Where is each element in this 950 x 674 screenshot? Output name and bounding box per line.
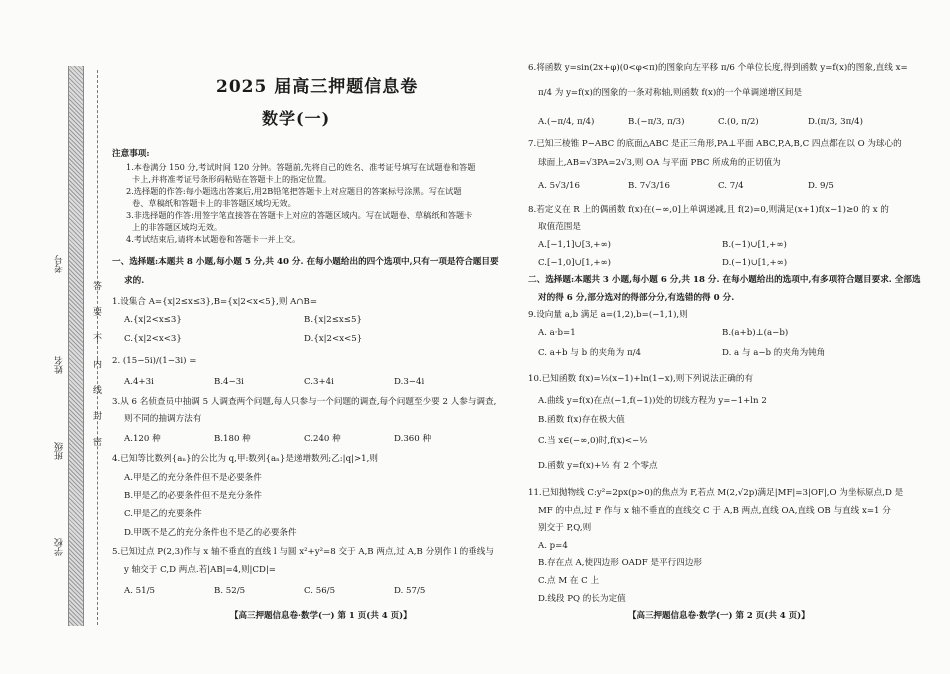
q8-option: C.[−1,0]∪[1,+∞) — [538, 258, 612, 268]
q6-option: A.(−π/4, π/4) — [538, 117, 595, 127]
q7-stem-cont: 球面上,AB=√3PA=2√3,则 OA 与平面 PBC 所成角的正切值为 — [538, 158, 781, 168]
seal-line — [97, 70, 98, 625]
q10-stem: 10.已知函数 f(x)=½(x−1)+ln(1−x),则下列说法正确的有 — [528, 374, 754, 384]
q3-option: D.360 种 — [394, 434, 432, 444]
q1-option: A.{x|2<x≤3} — [124, 315, 182, 325]
exam-title: 2025 届高三押题信息卷 — [216, 77, 419, 97]
q3-option: C.240 种 — [304, 434, 341, 444]
q4-stem: 4.已知等比数列{aₙ}的公比为 q,甲:数列{aₙ}是递增数列;乙:|q|>1,则 — [112, 454, 378, 464]
page-footer-right: 【高三押题信息卷·数学(一) 第 2 页(共 4 页)】 — [628, 611, 810, 621]
notes-heading: 注意事项: — [112, 149, 150, 159]
q4-option: C.甲是乙的充要条件 — [124, 509, 202, 519]
q6-stem: 6.将函数 y=sin(2x+φ)(0<φ<π)的图象向左平移 π/6 个单位长度,得到函数 y=f(x)的图象,直线 x= — [528, 63, 908, 73]
q7-option: D. 9/5 — [808, 181, 834, 191]
q6-stem-cont: π/4 为 y=f(x)的图象的一条对称轴,则函数 f(x)的一个单调递增区间是 — [538, 88, 803, 98]
q11-option: C.点 M 在 C 上 — [538, 576, 600, 586]
q11-stem-cont: 别交于 P,Q,则 — [538, 523, 592, 533]
q11-option: A. p=4 — [538, 541, 568, 551]
q6-option: C.(0, π/2) — [718, 117, 759, 127]
q11-option: D.线段 PQ 的长为定值 — [538, 594, 626, 604]
note-line: 卷、草稿纸和答题卡上的非答题区域均无效。 — [132, 198, 296, 208]
note-line: 4.考试结束后,请将本试题卷和答题卡一并上交。 — [126, 234, 301, 244]
q10-option: D.函数 y=f(x)+½ 有 2 个零点 — [538, 461, 658, 471]
q4-option: D.甲既不是乙的充分条件也不是乙的必要条件 — [124, 528, 297, 538]
section1-heading: 一、选择题:本题共 8 小题,每小题 5 分,共 40 分. 在每小题给出的四个选项中,只有一项是符合题目要 — [112, 257, 499, 267]
binding-strip — [68, 66, 84, 626]
q8-option: A.[−1,1]∪[3,+∞) — [538, 240, 611, 250]
q3-option: A.120 种 — [124, 434, 161, 444]
q6-option: B.(−π/3, π/3) — [628, 117, 685, 127]
q7-option: B. 7√3/16 — [628, 181, 671, 191]
note-line: 上的非答题区域均无效。 — [132, 222, 223, 232]
seal-char: 不 — [91, 333, 101, 342]
q10-option: A.曲线 y=f(x)在点(−1,f(−1))处的切线方程为 y=−1+ln 2 — [538, 396, 767, 406]
q1-option: D.{x|2<x<5} — [304, 334, 363, 344]
q7-option: A. 5√3/16 — [538, 181, 580, 191]
q11-stem: 11.已知抛物线 C:y²=2px(p>0)的焦点为 F,若点 M(2,√2p)满足|MF|=3|OF|,O 为坐标原点,D 是 — [528, 488, 904, 498]
note-line: 卡上,并将准考证号条形码粘贴在答题卡上的指定位置。 — [132, 174, 332, 184]
note-line: 1.本卷满分 150 分,考试时间 120 分钟。答题前,先将自己的姓名、准考证号填写在试题卷和答题 — [126, 162, 476, 172]
q2-option: B.4−3i — [214, 377, 244, 387]
q9-option: D. a 与 a−b 的夹角为钝角 — [722, 348, 826, 358]
q11-option: B.存在点 A,使四边形 OADF 是平行四边形 — [538, 558, 703, 568]
q8-option: D.(−1)∪[1,+∞) — [722, 258, 788, 268]
note-line: 3.非选择题的作答:用签字笔直接答在答题卡上对应的答题区域内。写在试题卷、草稿纸和答题卡 — [126, 210, 473, 220]
exam-number-label: 考号 — [55, 255, 65, 273]
q1-stem: 1.设集合 A={x|2≤x≤3},B={x|2<x<5},则 A∩B= — [112, 297, 318, 307]
q4-option: B.甲是乙的必要条件但不是充分条件 — [124, 491, 262, 501]
page-footer-left: 【高三押题信息卷·数学(一) 第 1 页(共 4 页)】 — [230, 611, 412, 621]
q2-stem: 2. (15−5i)/(1−3i) = — [112, 356, 197, 366]
q3-option: B.180 种 — [214, 434, 251, 444]
q7-stem: 7.已知三棱锥 P−ABC 的底面△ABC 是正三角形,PA⊥平面 ABC,P,A,B,C 四点都在以 O 为球心的 — [528, 139, 902, 149]
section1-heading-cont: 求的. — [124, 276, 145, 286]
section2-heading-cont: 对的得 6 分,部分选对的得部分分,有选错的得 0 分. — [538, 293, 735, 303]
q5-option: D. 57/5 — [394, 586, 426, 596]
q2-option: C.3+4i — [304, 377, 334, 387]
q5-option: A. 51/5 — [124, 586, 155, 596]
seal-char: 内 — [91, 359, 101, 368]
q10-option: B.函数 f(x)存在极大值 — [538, 415, 625, 425]
q10-option: C.当 x∈(−∞,0)时,f(x)<−½ — [538, 436, 648, 446]
q5-option: C. 56/5 — [304, 586, 336, 596]
school-label: 学校 — [55, 538, 65, 556]
exam-subtitle: 数学(一) — [262, 109, 331, 128]
q9-stem: 9.设向量 a,b 满足 a=(1,2),b=(−1,1),则 — [528, 310, 688, 320]
q7-option: C. 7/4 — [718, 181, 744, 191]
q5-stem: 5.已知过点 P(2,3)作与 x 轴不垂直的直线 l 与圆 x²+y²=8 交于 A,B 两点,过 A,B 分别作 l 的垂线与 — [112, 547, 494, 557]
q8-stem-cont: 取值范围是 — [538, 222, 581, 232]
seal-char: 答 — [91, 281, 101, 290]
seal-char: 要 — [91, 307, 101, 316]
seal-char: 封 — [91, 411, 101, 420]
q6-option: D.(π/3, 3π/4) — [808, 117, 863, 127]
q9-option: C. a+b 与 b 的夹角为 π/4 — [538, 348, 641, 358]
class-label: 班级 — [55, 442, 65, 460]
seal-char: 密 — [91, 437, 101, 446]
q5-stem-cont: y 轴交于 C,D 两点.若|AB|=4,则|CD|= — [124, 565, 276, 575]
seal-char: 线 — [91, 385, 101, 394]
q8-stem: 8.若定义在 R 上的偶函数 f(x)在(−∞,0]上单调递减,且 f(2)=0,则满足(x+1)f(x−1)≥0 的 x 的 — [528, 205, 889, 215]
section2-heading: 二、选择题:本题共 3 小题,每小题 6 分,共 18 分. 在每小题给出的选项中,有多项符合题目要求. 全部选 — [528, 275, 921, 285]
q4-option: A.甲是乙的充分条件但不是必要条件 — [124, 473, 262, 483]
q8-option: B.(−1)∪[1,+∞) — [722, 240, 787, 250]
q9-option: B.(a+b)⊥(a−b) — [722, 328, 789, 338]
q3-stem: 3.从 6 名侦查员中抽调 5 人调查两个问题,每人只参与一个问题的调查,每个问题至少要 2 人参与调查, — [112, 397, 497, 407]
q1-option: C.{x|2<x<3} — [124, 334, 182, 344]
q3-stem-cont: 则不同的抽调方法有 — [124, 414, 202, 424]
q1-option: B.{x|2≤x≤5} — [304, 315, 362, 325]
note-line: 2.选择题的作答:每小题选出答案后,用2B铅笔把答题卡上对应题目的答案标号涂黑。写在试题 — [126, 186, 462, 196]
q2-option: A.4+3i — [124, 377, 154, 387]
name-label: 姓名 — [55, 356, 65, 374]
q9-option: A. a·b=1 — [538, 328, 576, 338]
q2-option: D.3−4i — [394, 377, 425, 387]
q11-stem-cont: MF 的中点,过 F 作与 x 轴不垂直的直线交 C 于 A,B 两点,直线 OA,直线 OB 与直线 x=1 分 — [538, 506, 891, 516]
q5-option: B. 52/5 — [214, 586, 246, 596]
